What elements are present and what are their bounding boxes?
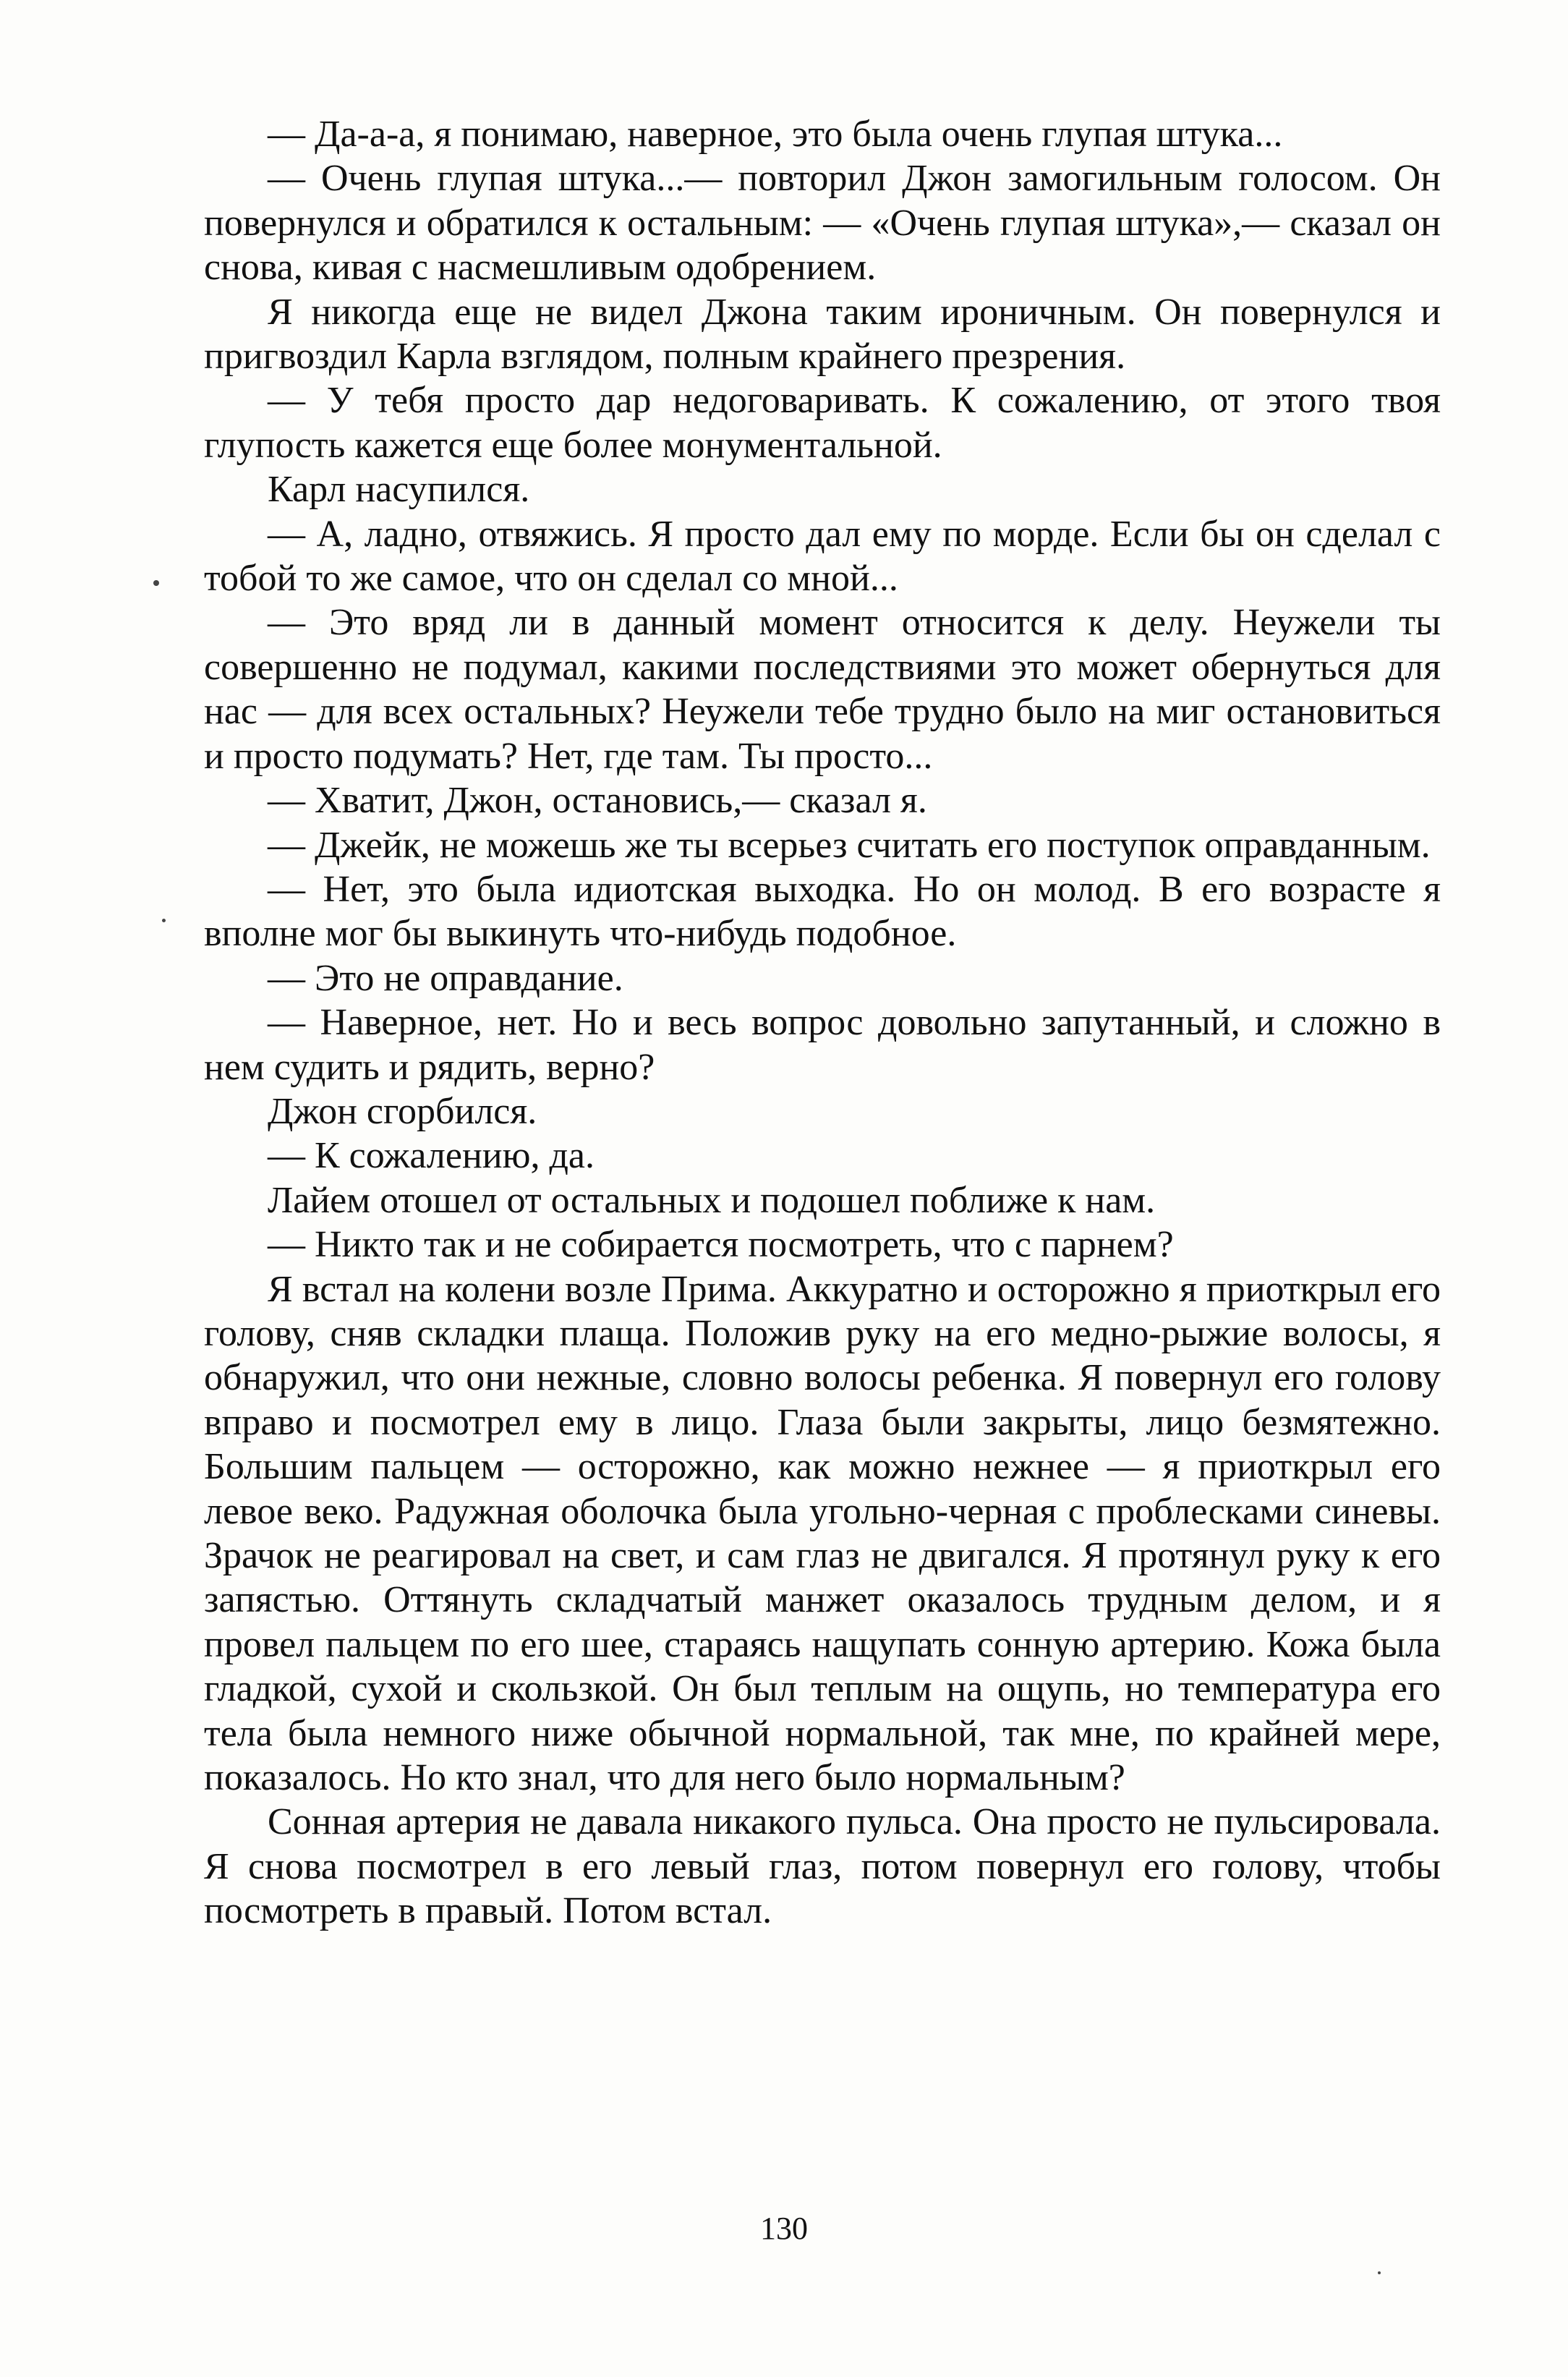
page-number: 130 bbox=[760, 2211, 808, 2246]
paragraph: — Да-а-а, я понимаю, наверное, это была очень глупая штука... bbox=[268, 114, 1283, 155]
paragraph: Джон сгорбился. bbox=[268, 1090, 537, 1132]
paragraph: — А, ладно, отвяжись. Я просто дал ему по морде. Если бы он сделал с тобой то же самое, что он сделал со мной... bbox=[204, 513, 1441, 600]
paragraph: — К сожалению, да. bbox=[268, 1135, 595, 1177]
paragraph: Сонная артерия не давала никакого пульса. Она просто не пульсировала. Я снова посмотрел в его левый глаз, потом повернул его голову, чтобы посмотреть в правый. Потом встал. bbox=[204, 1801, 1441, 1932]
scan-speck bbox=[162, 919, 166, 922]
scan-speck bbox=[1378, 2271, 1381, 2274]
scan-speck bbox=[153, 580, 159, 586]
paragraph: Лайем отошел от остальных и подошел поближе к нам. bbox=[268, 1179, 1156, 1221]
paragraph: — Нет, это была идиотская выходка. Но он молод. В его возрасте я вполне мог бы выкинуть что-нибудь подобное. bbox=[204, 868, 1441, 955]
body-text bbox=[204, 112, 1441, 1934]
paragraph: Я встал на колени возле Прима. Аккуратно и осторожно я приоткрыл его голову, сняв складки плаща. Положив руку на его медно-рыжие волосы, я обнаружил, что они нежные, словно волосы ребенка. Я повернул его голову вправо и посмотрел ему в лицо. Глаза были закрыты, лицо безмятежно. Большим пальцем — осторожно, как можно нежнее — я приоткрыл его левое веко. Радужная оболочка была угольно-черная с проблесками синевы. Зрачок не реагировал на свет, и сам глаз не двигался. Я протянул руку к его запястью. Оттянуть складчатый манжет оказалось трудным делом, и я провел пальцем по его шее, стараясь нащупать сонную артерию. Кожа была гладкой, сухой и скользкой. Он был теплым на ощупь, но температура его тела была немного ниже обычной нормальной, так мне, по крайней мере, показалось. Но кто знал, что для него было нормальным? bbox=[204, 1268, 1441, 1799]
paragraph: — Хватит, Джон, остановись,— сказал я. bbox=[268, 780, 927, 822]
paragraph: — Никто так и не собирается посмотреть, что с парнем? bbox=[268, 1224, 1174, 1266]
paragraph: — Это не оправдание. bbox=[268, 957, 623, 999]
paragraph: — Наверное, нет. Но и весь вопрос довольно запутанный, и сложно в нем судить и рядить, верно? bbox=[204, 1002, 1441, 1088]
paragraph: — Джейк, не можешь же ты всерьез считать его поступок оправданным. bbox=[268, 824, 1431, 866]
paragraph: — Это вряд ли в данный момент относится к делу. Неужели ты совершенно не подумал, какими последствиями это может обернуться для нас — для всех остальных? Неужели тебе трудно было на миг остановиться и просто подумать? Нет, где там. Ты просто... bbox=[204, 602, 1441, 777]
paragraph: — У тебя просто дар недоговаривать. К сожалению, от этого твоя глупость кажется еще более монументальной. bbox=[204, 380, 1441, 466]
paragraph: Карл насупился. bbox=[268, 469, 530, 511]
paragraph: Я никогда еще не видел Джона таким ироничным. Он повернулся и пригвоздил Карла взглядом, полным крайнего презрения. bbox=[204, 291, 1441, 378]
paragraph: — Очень глупая штука...— повторил Джон замогильным голосом. Он повернулся и обратился к остальным: — «Очень глупая штука»,— сказал он снова, кивая с насмешливым одобрением. bbox=[204, 158, 1441, 289]
